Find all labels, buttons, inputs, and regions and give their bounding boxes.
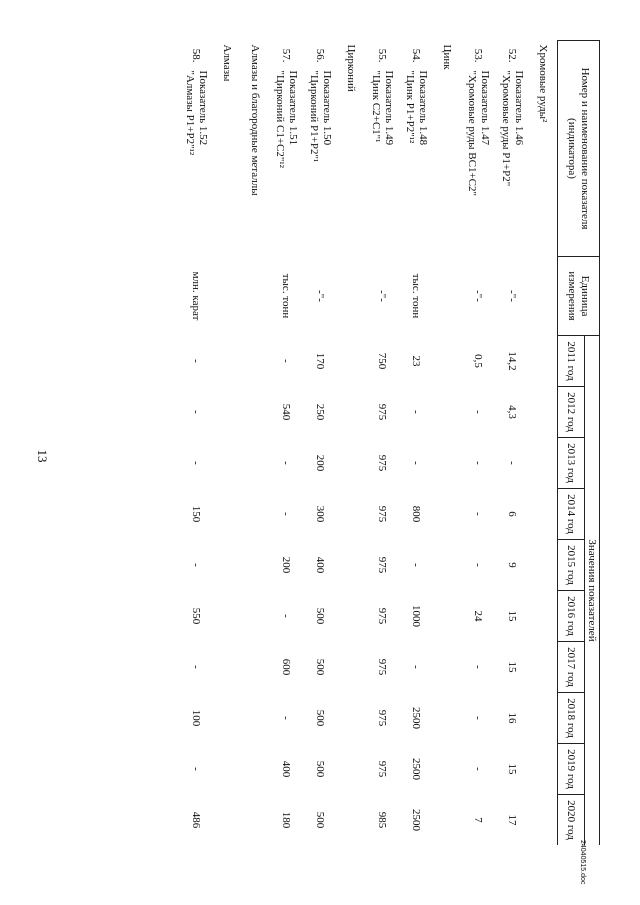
- unit-cell: -"-: [506, 290, 519, 302]
- footer-filename: 24040515.doc: [579, 840, 586, 885]
- value-cell: 750: [376, 352, 389, 370]
- value-cell: 600: [280, 658, 293, 676]
- value-cell: 500: [314, 658, 327, 676]
- value-cell: 150: [190, 505, 203, 523]
- group-label: Цинк: [441, 44, 454, 70]
- indicator-name: [303, 67, 337, 257]
- rotated-table-container: [40, 40, 600, 845]
- value-cell: 2500: [410, 809, 423, 831]
- value-cell: 16: [506, 712, 519, 724]
- value-cell: -: [280, 461, 293, 465]
- value-cell: -: [190, 665, 203, 669]
- indicator-title: "Цирконий C1+C2"¹²: [274, 70, 286, 168]
- table-row: [179, 41, 213, 846]
- value-cell: 486: [190, 811, 203, 829]
- value-cell: 975: [376, 760, 389, 778]
- header-year: 2014 год: [558, 489, 585, 540]
- indicator-name: [495, 67, 529, 257]
- indicators-table: [179, 40, 600, 845]
- value-cell: 985: [376, 811, 389, 829]
- value-cell: 400: [280, 760, 293, 778]
- indicator-name: [399, 67, 433, 257]
- value-cell: -: [190, 767, 203, 771]
- value-cell: 975: [376, 505, 389, 523]
- row-number: 58.: [190, 48, 203, 63]
- value-cell: 1000: [410, 605, 423, 627]
- value-cell: 15: [506, 610, 519, 622]
- indicator-title: "Цирконий P1+P2"¹: [308, 70, 320, 163]
- row-number: 54.: [410, 48, 423, 63]
- value-cell: 300: [314, 505, 327, 523]
- value-cell: -: [190, 410, 203, 414]
- indicator-code: Показатель 1.47: [478, 70, 491, 146]
- header-year: 2013 год: [558, 438, 585, 489]
- value-cell: 540: [280, 403, 293, 421]
- header-year: 2017 год: [558, 642, 585, 693]
- indicator-title: "Хромовые руды BC1+C2": [466, 70, 478, 197]
- unit-cell: тыс. тонн: [280, 273, 293, 319]
- value-cell: -: [280, 359, 293, 363]
- value-cell: 15: [506, 661, 519, 673]
- group-label: Цирконий: [345, 44, 358, 92]
- table-row: [269, 41, 303, 846]
- row-number: 52.: [506, 48, 519, 63]
- indicator-title: "Хромовые руды P1+P2": [500, 70, 512, 187]
- header-name: Номер и наименование показателя (индикатора): [558, 41, 600, 257]
- value-cell: -: [472, 461, 485, 465]
- value-cell: -: [472, 410, 485, 414]
- value-cell: -: [472, 665, 485, 669]
- value-cell: 170: [314, 352, 327, 370]
- value-cell: -: [280, 716, 293, 720]
- indicator-name: [179, 67, 213, 257]
- value-cell: 550: [190, 607, 203, 625]
- value-cell: -: [472, 716, 485, 720]
- indicator-code: Показатель 1.50: [320, 70, 333, 146]
- indicator-name: [461, 67, 495, 257]
- value-cell: 975: [376, 709, 389, 727]
- value-cell: 400: [314, 556, 327, 574]
- indicator-code: Показатель 1.51: [286, 70, 299, 146]
- table-row: [461, 41, 495, 846]
- value-cell: 975: [376, 454, 389, 472]
- header-year: 2012 год: [558, 387, 585, 438]
- value-cell: 14,2: [506, 351, 519, 371]
- value-cell: -: [506, 461, 519, 465]
- value-cell: 975: [376, 556, 389, 574]
- value-cell: 4,3: [506, 405, 519, 419]
- value-cell: 500: [314, 607, 327, 625]
- value-cell: 2500: [410, 707, 423, 729]
- header-year: 2019 год: [558, 744, 585, 795]
- group-row: [337, 41, 365, 846]
- unit-cell: тыс. тонн: [410, 273, 423, 319]
- header-unit: Единица измерения: [558, 257, 600, 336]
- value-cell: 975: [376, 658, 389, 676]
- value-cell: -: [472, 512, 485, 516]
- value-cell: 200: [280, 556, 293, 574]
- header-year: 2015 год: [558, 540, 585, 591]
- value-cell: 24: [472, 610, 485, 622]
- value-cell: -: [410, 461, 423, 465]
- row-number: 56.: [314, 48, 327, 63]
- indicator-code: Показатель 1.52: [196, 70, 209, 146]
- landscape-page: [40, 40, 600, 845]
- value-cell: 23: [410, 355, 423, 367]
- row-number: 57.: [280, 48, 293, 63]
- value-cell: -: [190, 359, 203, 363]
- value-cell: 500: [314, 760, 327, 778]
- value-cell: 975: [376, 607, 389, 625]
- value-cell: 2500: [410, 758, 423, 780]
- value-cell: 180: [280, 811, 293, 829]
- group-label: Хромовые руды²: [537, 44, 550, 123]
- group-label: Алмазы: [221, 44, 234, 82]
- unit-cell: млн. карат: [190, 271, 203, 321]
- value-cell: -: [280, 512, 293, 516]
- unit-cell: -"-: [376, 290, 389, 302]
- value-cell: -: [410, 563, 423, 567]
- table-row: [365, 41, 399, 846]
- value-cell: -: [410, 410, 423, 414]
- unit-cell: -"-: [472, 290, 485, 302]
- indicator-title: "Цинк C2+C1"¹: [370, 70, 382, 143]
- value-cell: 500: [314, 811, 327, 829]
- group-row: [241, 41, 269, 846]
- indicator-title: "Алмазы P1+P2"¹²: [184, 70, 196, 156]
- value-cell: 200: [314, 454, 327, 472]
- value-cell: 17: [506, 814, 519, 826]
- group-label: Алмазы и благородные металлы: [249, 44, 262, 196]
- table-row: [303, 41, 337, 846]
- value-cell: 500: [314, 709, 327, 727]
- page-number: 13: [35, 449, 50, 463]
- indicator-name: [365, 67, 399, 257]
- value-cell: -: [410, 665, 423, 669]
- value-cell: 7: [472, 817, 485, 823]
- indicator-title: "Цинк P1+P2"¹²: [404, 70, 416, 144]
- value-cell: 9: [506, 562, 519, 568]
- row-number: 55.: [376, 48, 389, 63]
- value-cell: 15: [506, 763, 519, 775]
- value-cell: 6: [506, 511, 519, 517]
- header-year: 2020 год: [558, 795, 585, 846]
- table-row: [399, 41, 433, 846]
- indicator-code: Показатель 1.46: [512, 70, 525, 146]
- header-year: 2018 год: [558, 693, 585, 744]
- indicator-name: [269, 67, 303, 257]
- header-year: 2016 год: [558, 591, 585, 642]
- value-cell: -: [190, 563, 203, 567]
- unit-cell: -"-: [314, 290, 327, 302]
- header-year: 2011 год: [558, 336, 585, 387]
- value-cell: -: [190, 461, 203, 465]
- value-cell: -: [472, 767, 485, 771]
- value-cell: -: [472, 563, 485, 567]
- row-number: 53.: [472, 48, 485, 63]
- value-cell: 100: [190, 709, 203, 727]
- table-body: [179, 41, 558, 846]
- value-cell: 800: [410, 505, 423, 523]
- table-row: [495, 41, 529, 846]
- group-row: [213, 41, 241, 846]
- value-cell: -: [280, 614, 293, 618]
- table-header: [558, 41, 600, 846]
- group-row: [529, 41, 558, 846]
- value-cell: 975: [376, 403, 389, 421]
- header-values: Значения показателей: [585, 336, 600, 846]
- indicator-code: Показатель 1.48: [416, 70, 429, 146]
- value-cell: 0,5: [472, 354, 485, 368]
- value-cell: 250: [314, 403, 327, 421]
- group-row: [433, 41, 461, 846]
- indicator-code: Показатель 1.49: [382, 70, 395, 146]
